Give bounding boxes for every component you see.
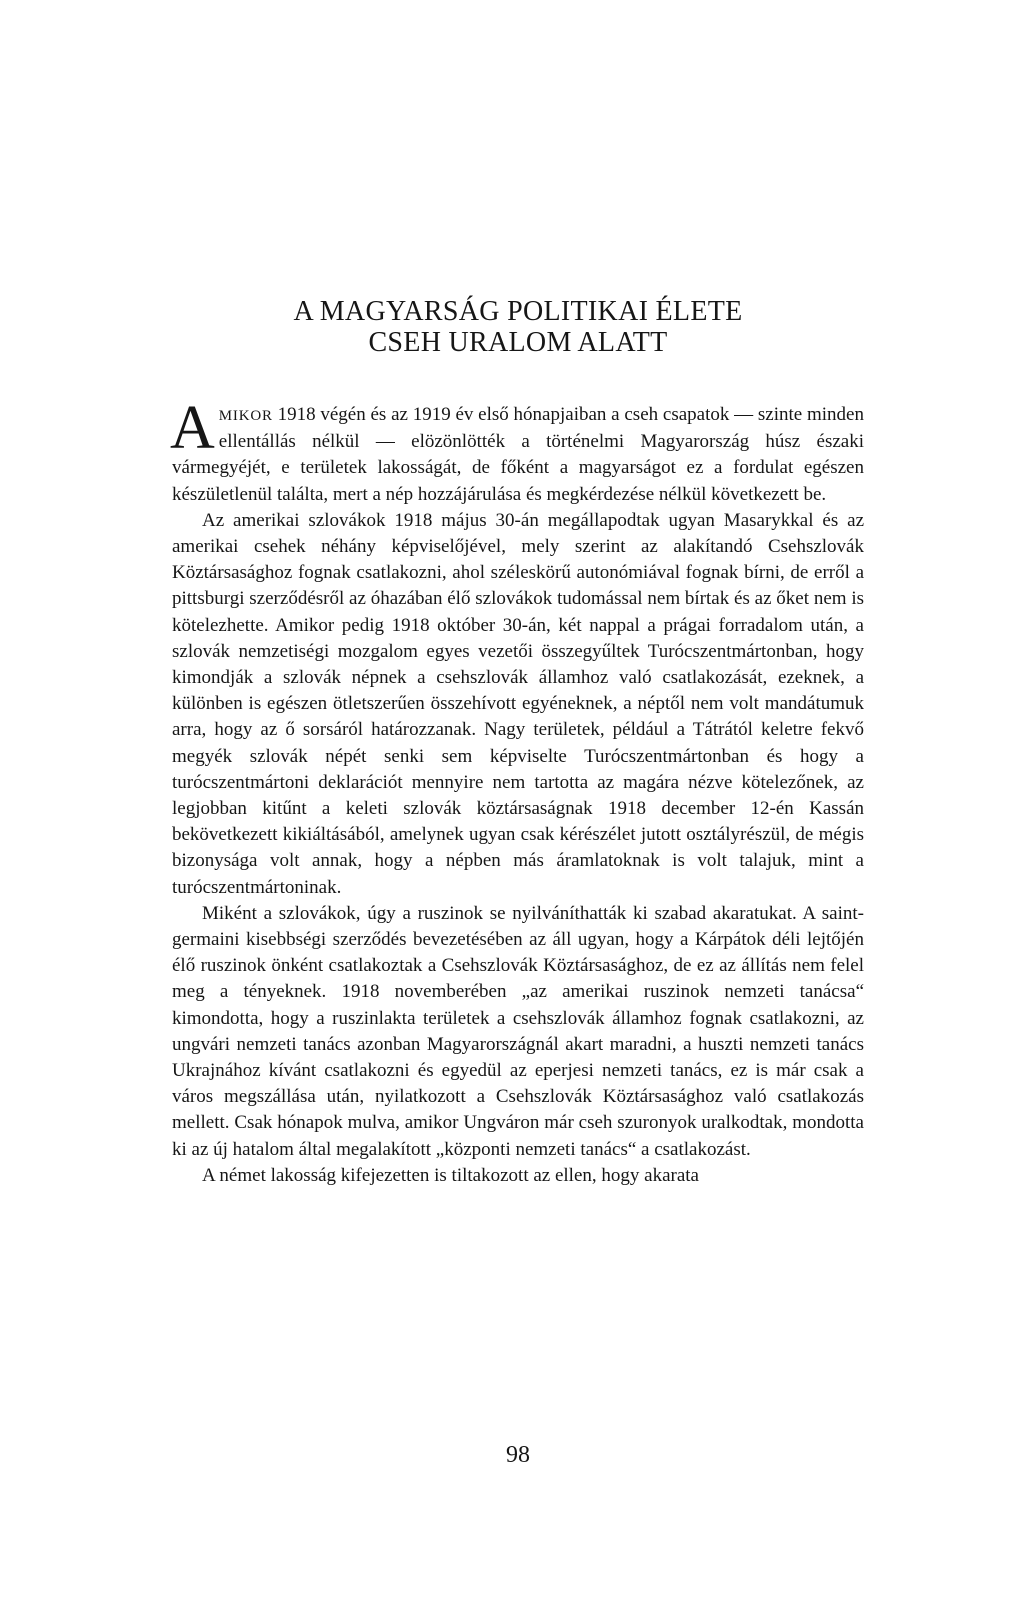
chapter-title-line-1: A MAGYARSÁG POLITIKAI ÉLETE <box>293 296 743 327</box>
paragraph-4: A német lakosság kifejezetten is tiltakozott az ellen, hogy akarata <box>202 1164 699 1186</box>
paragraph-1-text: 1918 végén és az 1919 év első hónapjaiban a cseh csapatok — szinte minden ellentállás nélkül — elözönlötték a történelmi Magyarország húsz északi vármegyéjét, e területek lakosságát, de főként a magyarságot ez a fordulat egészen készületlenül találta, mert a nép hozzájárulása és megkérdezése nélkül következett be. <box>172 404 864 505</box>
body-text <box>170 394 864 1189</box>
paragraph-3: Miként a szlovákok, úgy a ruszinok se nyilváníthatták ki szabad akaratukat. A saint-germaini kisebbségi szerződés bevezetésében az áll ugyan, hogy a Kárpátok déli lejtőjén élő ruszinok önként csatlakoztak a Csehszlovák Köztársasághoz, de ez az állítás nem felel meg a tényeknek. 1918 novemberében „az amerikai ruszinok nemzeti tanácsa“ kimondotta, hogy a ruszinlakta területek a csehszlovák államhoz fognak csatlakozni, az ungvári nemzeti tanács azonban Magyarországnál akart maradni, a huszti nemzeti tanács Ukrajnához kívánt csatlakozni és egyedül az eperjesi nemzeti tanács, ez is már csak a város megszállása után, nyilatkozott a Csehszlovák Köztársasághoz való csatlakozás mellett. Csak hónapok mulva, amikor Ungváron már cseh szuronyok uralkodtak, mondotta ki az új hatalom által megalakított „központi nemzeti tanács“ a csatlakozást. <box>172 902 864 1160</box>
paragraph-1 <box>170 394 864 508</box>
chapter-title <box>172 296 864 358</box>
drop-cap: A <box>170 394 215 462</box>
page-number: 98 <box>506 1442 530 1468</box>
paragraph-2: Az amerikai szlovákok 1918 május 30-án megállapodtak ugyan Masarykkal és az amerikai csehek néhány képviselőjével, mely szerint az alakítandó Csehszlovák Köztársasághoz fognak csatlakozni, ahol széleskörű autonómiával fognak bírni, de erről a pittsburgi szerződésről az óhazában élő szlovákok tudomással nem bírtak és az őket nem is kötelezhette. Amikor pedig 1918 október 30-án, két nappal a prágai forradalom után, a szlovák nemzetiségi mozgalom egyes vezetői összegyűltek Turócszentmártonban, hogy kimondják a szlovák népnek a csehszlovák államhoz való csatlakozását, ezeknek, a különben is egészen ötletszerűen összehívott egyéneknek, a néptől nem volt mandátumuk arra, hogy az ő sorsáról határozzanak. Nagy területek, például a Tátrától keletre fekvő megyék szlovák népét senki sem képviselte Turócszentmártonban és hogy a turócszentmártoni deklarációt mennyire nem tartotta az magára nézve kötelezőnek, az legjobban kitűnt a keleti szlovák köztársaságnak 1918 december 12-én Kassán bekövetkezett kikiáltásából, amelynek ugyan csak kérészélet jutott osztályrészül, de mégis bizonysága volt annak, hogy a népben más áramlatoknak is volt talajuk, mint a turócszentmártoninak. <box>172 509 864 898</box>
small-caps-word: MIKOR <box>218 408 273 424</box>
book-page <box>172 0 864 1607</box>
chapter-title-line-2: CSEH URALOM ALATT <box>368 327 668 358</box>
